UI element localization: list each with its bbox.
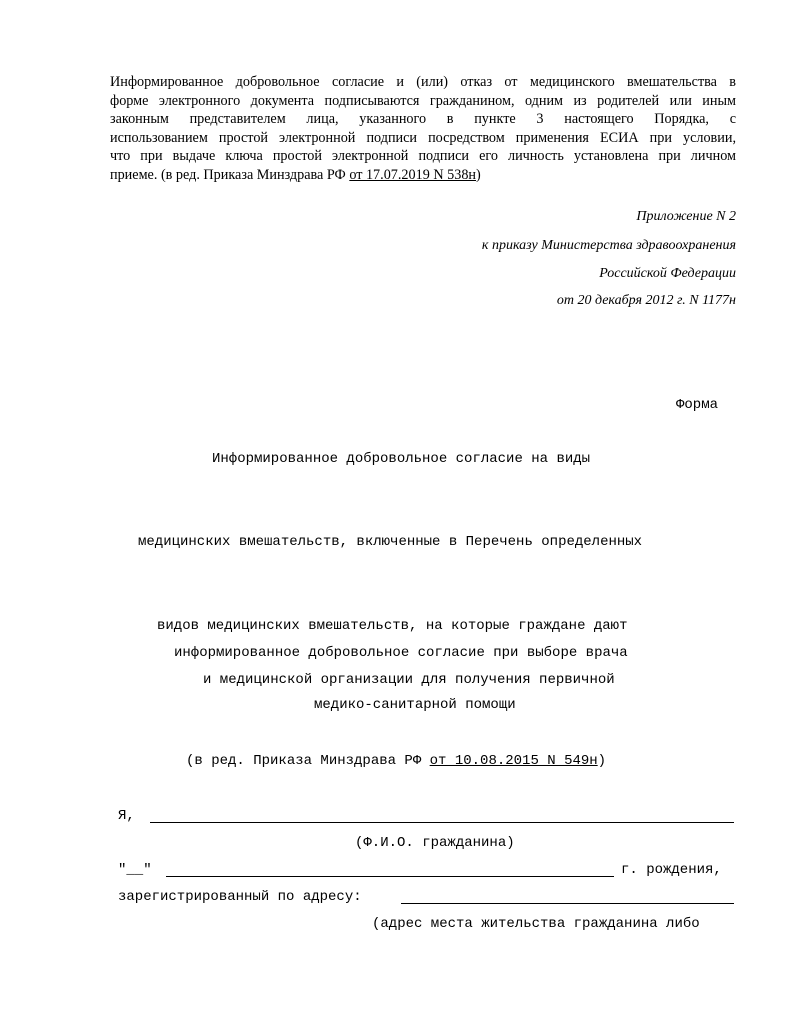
title-line-6: медико-санитарной помощи (314, 697, 516, 713)
edition-suffix: ) (597, 753, 607, 769)
intro-line: что при выдаче ключа простой электронной подписи его личность установлена при личном (110, 148, 736, 165)
form-label: Форма (676, 397, 719, 413)
title-line-5: и медицинской организации для получения первичной (203, 672, 615, 688)
intro-edition-suffix: ) (476, 166, 481, 183)
birth-date-field-line[interactable] (166, 876, 614, 877)
appendix-order-line: к приказу Министерства здравоохранения (481, 238, 736, 253)
intro-edition-prefix: приеме. (в ред. Приказа Минздрава РФ (110, 166, 350, 183)
intro-paragraph (110, 73, 736, 185)
title-line-4: информированное добровольное согласие при выборе врача (174, 645, 628, 661)
intro-line: форме электронного документа подписываются гражданином, одним из родителей или иным (110, 92, 736, 109)
address-caption: (адрес места жительства гражданина либо (372, 916, 700, 932)
edition-prefix: (в ред. Приказа Минздрава РФ (186, 753, 430, 769)
birth-day-quote: "__" (118, 862, 152, 878)
address-field-line[interactable] (401, 903, 734, 904)
fio-caption: (Ф.И.О. гражданина) (355, 835, 515, 851)
fio-field-line[interactable] (150, 822, 734, 823)
appendix-number: Приложение N 2 (636, 209, 736, 224)
intro-last-line (110, 166, 736, 185)
edition-link[interactable]: от 10.08.2015 N 549н (429, 753, 598, 769)
appendix-country-line: Российской Федерации (599, 266, 736, 281)
i-label: Я, (118, 808, 135, 824)
edition-reference (186, 753, 606, 769)
intro-edition-link[interactable]: от 17.07.2019 N 538н (349, 166, 477, 183)
appendix-date-line: от 20 декабря 2012 г. N 1177н (556, 293, 736, 308)
intro-line: Информированное добровольное согласие и (или) отказ от медицинского вмешательства в (110, 74, 736, 90)
birth-year-suffix: г. рождения, (621, 862, 722, 878)
title-line-3: видов медицинских вмешательств, на которые граждане дают (157, 618, 628, 634)
intro-line: использованием простой электронной подписи посредством применения ЕСИА при условии, (110, 129, 736, 146)
address-label: зарегистрированный по адресу: (118, 889, 362, 905)
intro-line: законным представителем лица, указанного в пункте 3 настоящего Порядка, с (110, 111, 736, 128)
title-line-2: медицинских вмешательств, включенные в Перечень определенных (138, 534, 643, 550)
title-line-1: Информированное добровольное согласие на виды (212, 451, 591, 467)
